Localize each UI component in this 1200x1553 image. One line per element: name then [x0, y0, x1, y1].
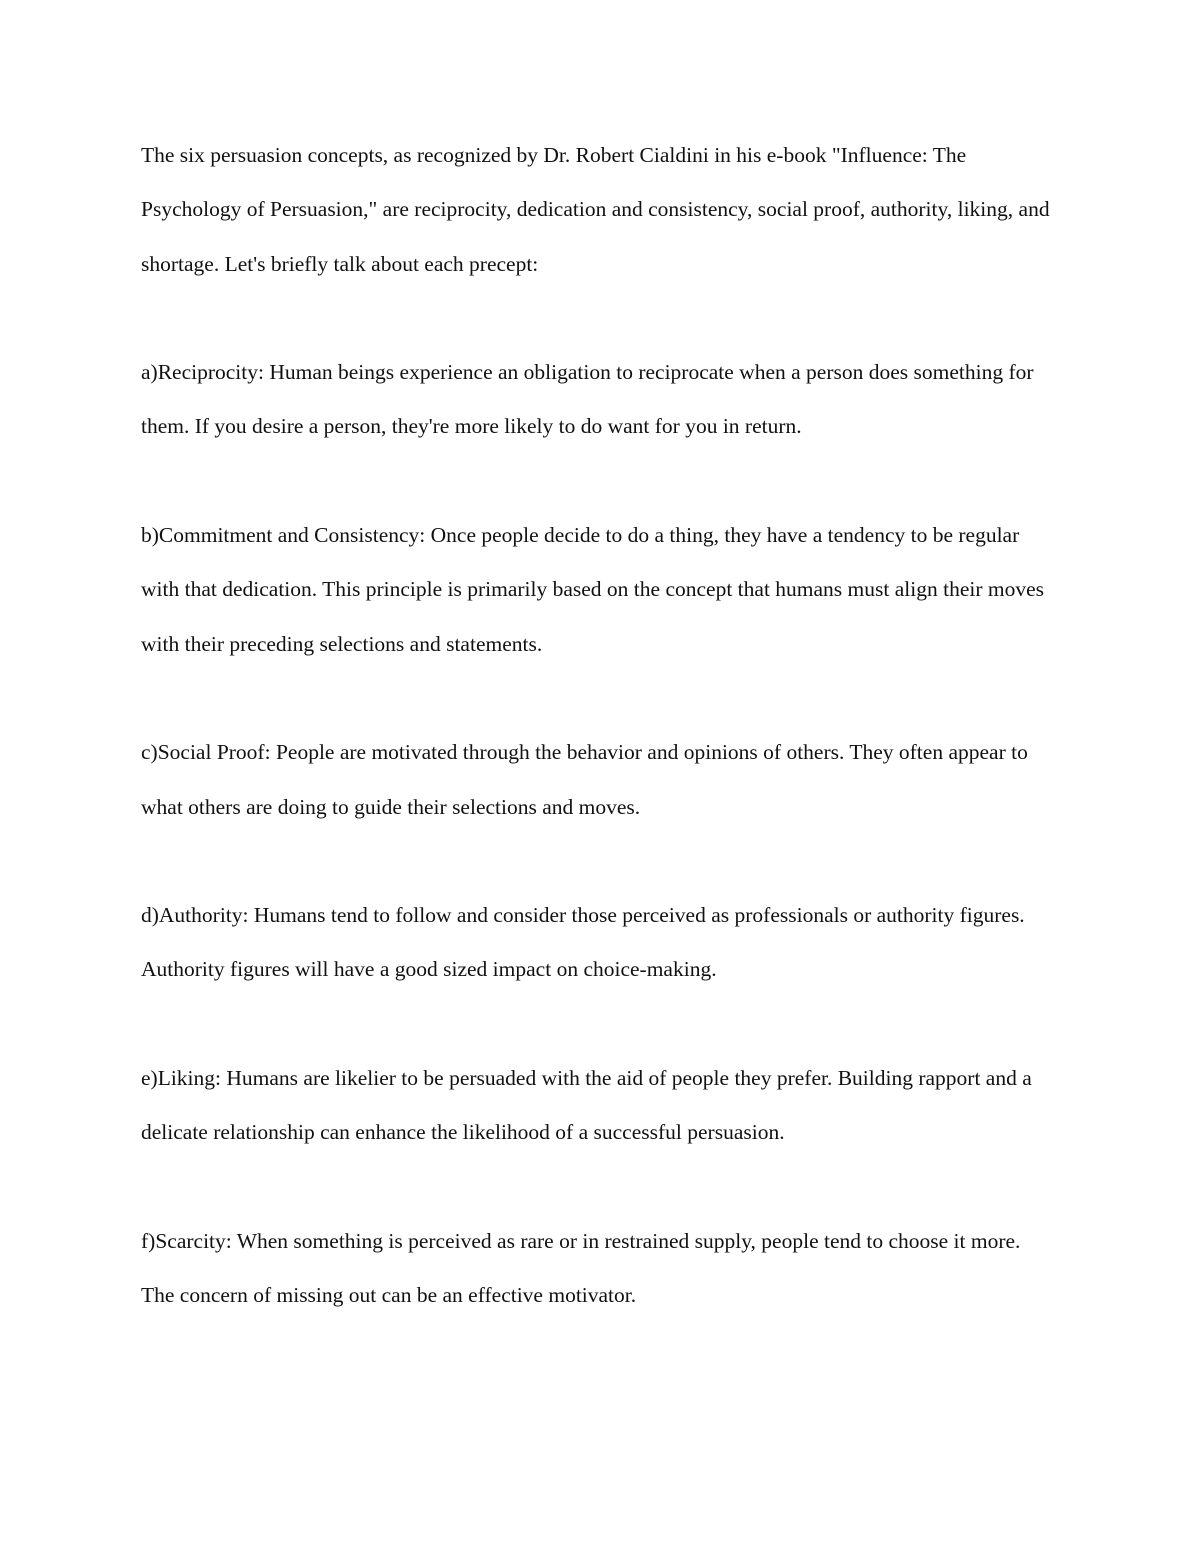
- document-body: [141, 128, 1056, 1377]
- reciprocity-paragraph: a)Reciprocity: Human beings experience an obligation to reciprocate when a person does something for them. If you desire a person, they're more likely to do want for you in return.: [141, 360, 1034, 439]
- liking-paragraph: e)Liking: Humans are likelier to be persuaded with the aid of people they prefer. Building rapport and a delicate relationship can enhance the likelihood of a successful persuasion.: [141, 1066, 1032, 1145]
- scarcity-paragraph: f)Scarcity: When something is perceived as rare or in restrained supply, people tend to choose it more. The concern of missing out can be an effective motivator.: [141, 1228, 1021, 1308]
- intro-paragraph: The six persuasion concepts, as recognized by Dr. Robert Cialdini in his e-book "Influence: The Psychology of Persuasion," are reciprocity, dedication and consistency, social proof, authority, liking, and shortage. Let's briefly talk about each precept:: [141, 143, 1050, 276]
- social-proof-paragraph: c)Social Proof: People are motivated through the behavior and opinions of others. They often appear to what others are doing to guide their selections and moves.: [141, 740, 1028, 819]
- commitment-consistency-paragraph: b)Commitment and Consistency: Once people decide to do a thing, they have a tendency to be regular with that dedication. This principle is primarily based on the concept that humans must align their moves with their preceding selections and statements.: [141, 523, 1045, 656]
- authority-paragraph: d)Authority: Humans tend to follow and consider those perceived as professionals or authority figures. Authority figures will have a good sized impact on choice-making.: [141, 903, 1025, 982]
